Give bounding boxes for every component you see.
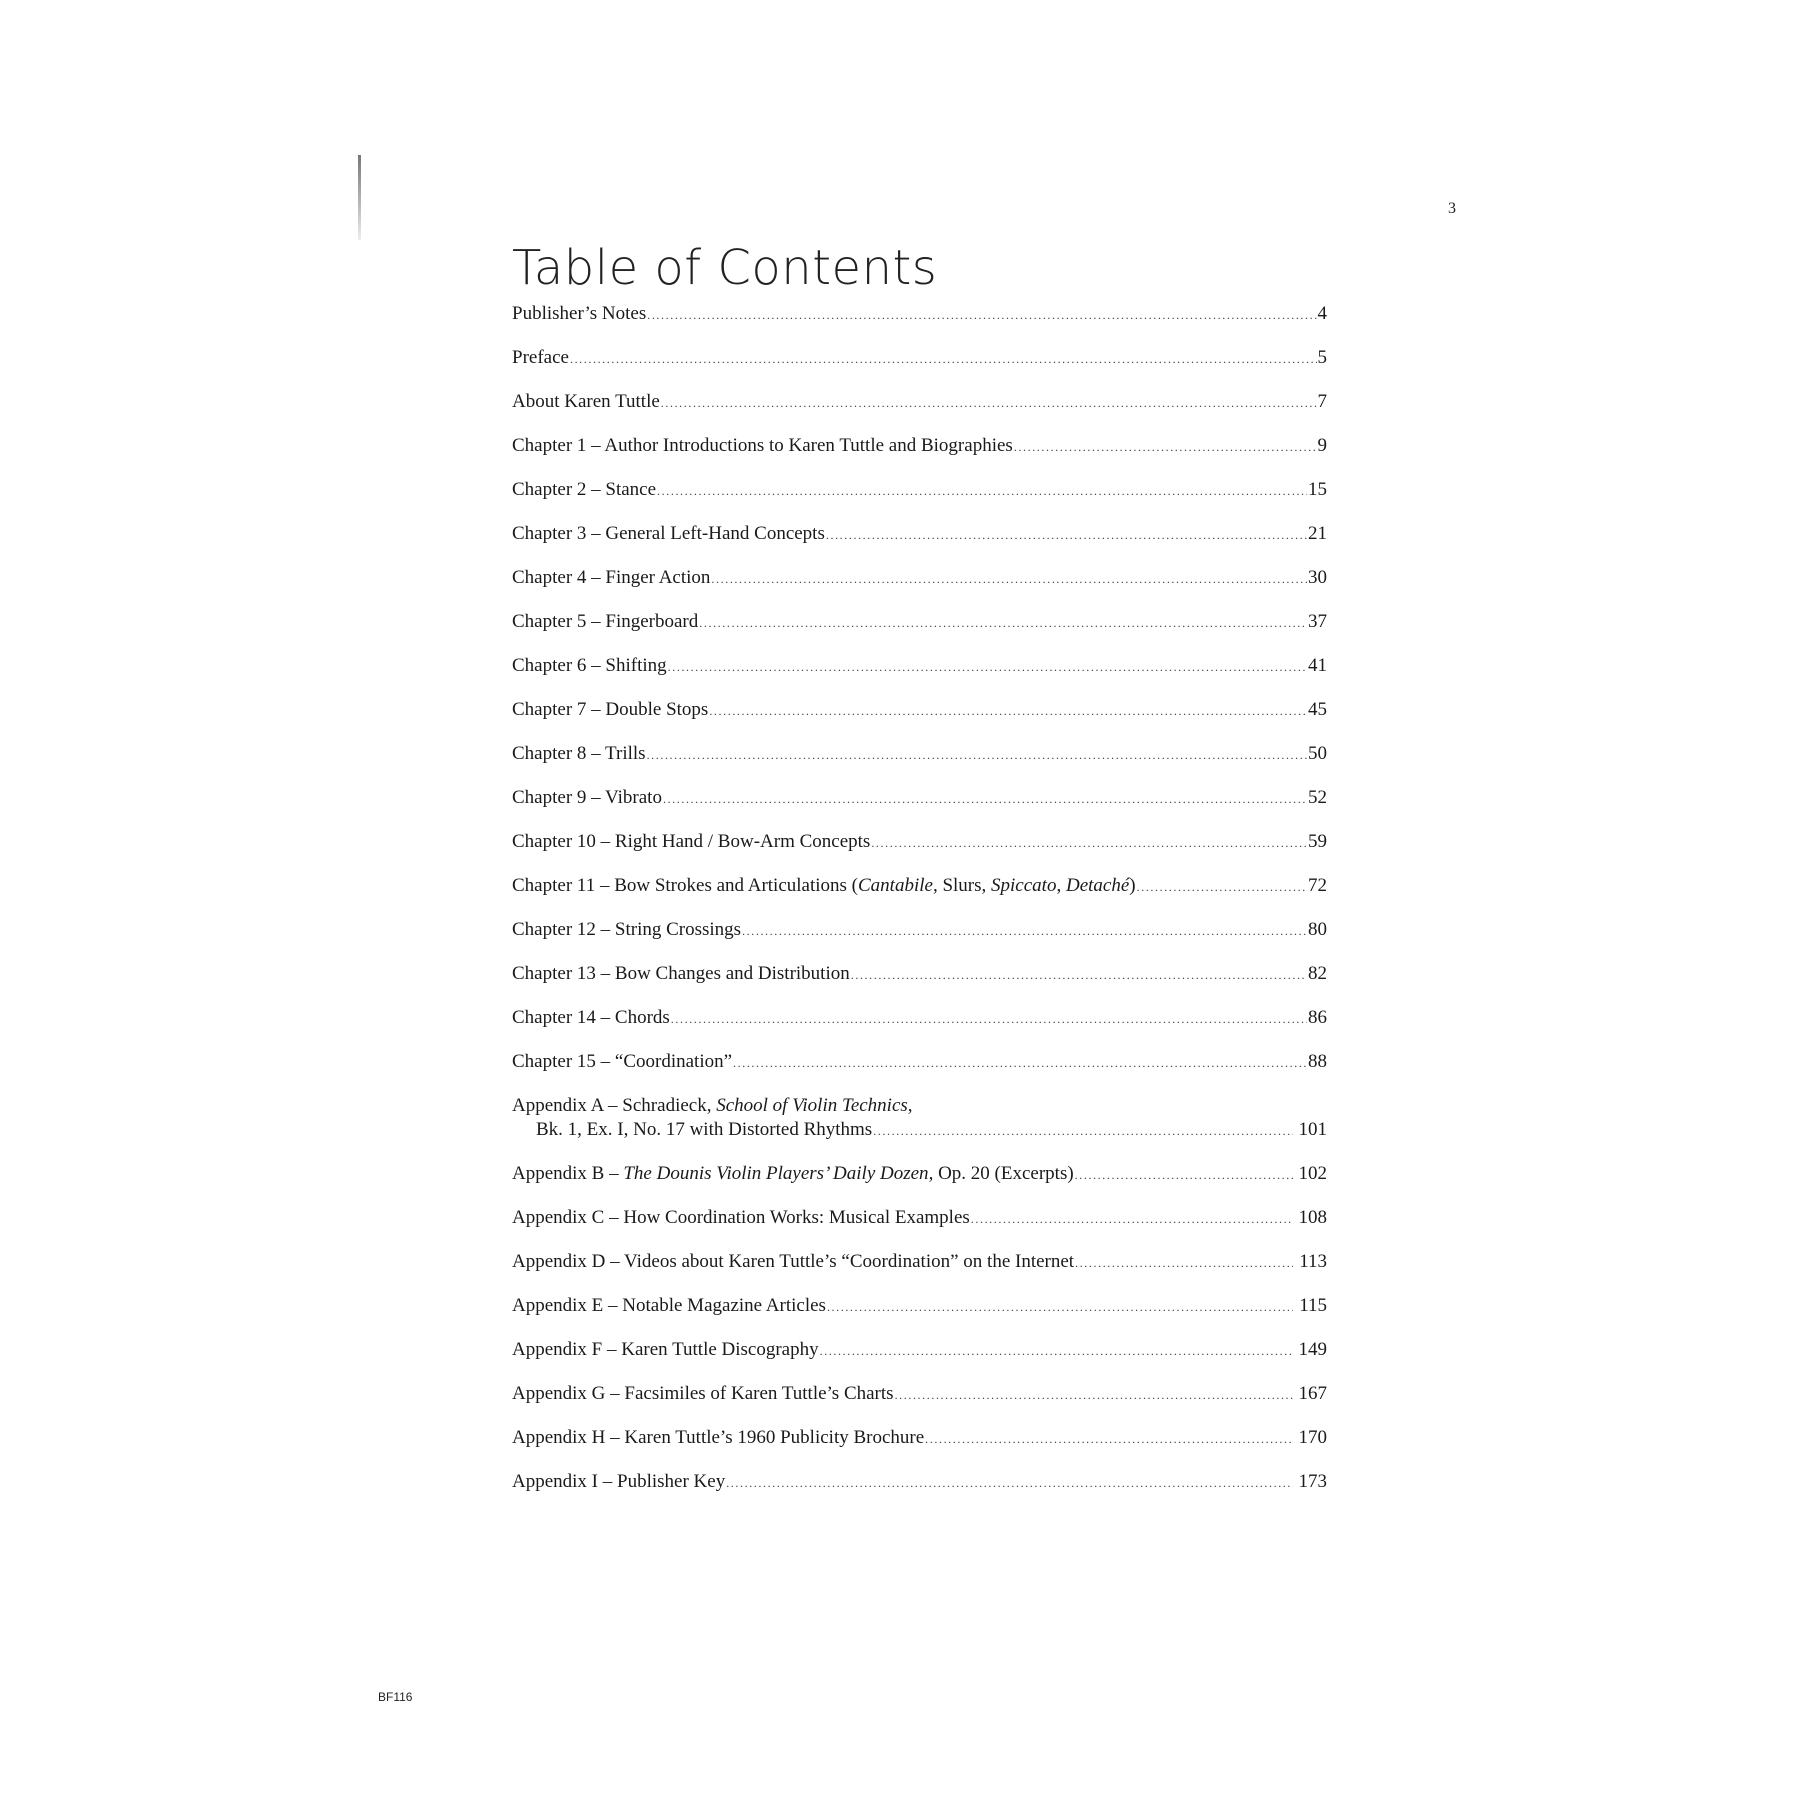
toc-entry-label: Appendix B – The Dounis Violin Players’ Daily Dozen, Op. 20 (Excerpts) [512, 1163, 1074, 1184]
dot-leader [663, 787, 1307, 811]
dot-leader [1075, 1163, 1293, 1187]
toc-entry-page: 113 [1299, 1251, 1327, 1272]
toc-entry-label: Chapter 4 – Finger Action [512, 567, 711, 588]
toc-entry-label: Chapter 14 – Chords [512, 1007, 670, 1028]
toc-entry-label: Appendix F – Karen Tuttle Discography [512, 1339, 819, 1360]
dot-leader [1137, 875, 1307, 899]
toc-entry-page: 82 [1308, 963, 1327, 984]
toc-entry-label: Chapter 5 – Fingerboard [512, 611, 699, 632]
toc-entry-page: 37 [1308, 611, 1327, 632]
toc-entry-label: Appendix I – Publisher Key [512, 1471, 726, 1492]
dot-leader [661, 391, 1317, 415]
dot-leader [671, 1007, 1307, 1031]
toc-entry[interactable] [512, 522, 1327, 547]
toc-entry-label: Appendix D – Videos about Karen Tuttle’s “Coordination” on the Internet [512, 1251, 1075, 1272]
toc-entry-label: Chapter 1 – Author Introductions to Karen Tuttle and Biographies [512, 435, 1013, 456]
toc-entry-label: Appendix C – How Coordination Works: Musical Examples [512, 1207, 970, 1228]
toc-entry-page: 88 [1308, 1051, 1327, 1072]
toc-entry-label: Appendix G – Facsimiles of Karen Tuttle’s Charts [512, 1383, 894, 1404]
toc-entry[interactable] [512, 346, 1327, 371]
toc-entry-label: Appendix A – Schradieck, School of Violin Technics, [512, 1095, 913, 1116]
toc-entry-page: 102 [1298, 1163, 1327, 1184]
toc-entry-label: Chapter 13 – Bow Changes and Distribution [512, 963, 850, 984]
toc-entry[interactable] [512, 1050, 1327, 1075]
toc-entry-label: About Karen Tuttle [512, 391, 660, 412]
toc-entry-label-continued: Bk. 1, Ex. I, No. 17 with Distorted Rhythms [536, 1119, 873, 1140]
toc-entry-page: 72 [1308, 875, 1327, 896]
toc-entry-page: 9 [1317, 435, 1327, 456]
toc-entry-page: 30 [1308, 567, 1327, 588]
toc-entry[interactable] [512, 1006, 1327, 1031]
toc-entry-page: 173 [1298, 1471, 1327, 1492]
toc-entry-page: 15 [1308, 479, 1327, 500]
dot-leader [871, 831, 1307, 855]
toc-entry-label: Appendix H – Karen Tuttle’s 1960 Publicity Brochure [512, 1427, 925, 1448]
toc-entry[interactable] [512, 1162, 1327, 1187]
toc-entry-label: Appendix E – Notable Magazine Articles [512, 1295, 826, 1316]
toc-entry[interactable] [512, 1470, 1327, 1495]
dot-leader [570, 347, 1317, 371]
dot-leader [647, 743, 1307, 767]
dot-leader [668, 655, 1307, 679]
toc-entry-page: 59 [1308, 831, 1327, 852]
dot-leader [971, 1207, 1293, 1231]
toc-entry[interactable] [512, 1094, 1327, 1143]
dot-leader [647, 303, 1316, 327]
toc-entry-page: 41 [1308, 655, 1327, 676]
dot-leader [733, 1051, 1307, 1075]
toc-entry[interactable] [512, 962, 1327, 987]
toc-entry-label: Preface [512, 347, 569, 368]
toc-entry[interactable] [512, 478, 1327, 503]
toc-entry[interactable] [512, 1338, 1327, 1363]
toc-entry-page: 4 [1317, 303, 1327, 324]
toc-entry[interactable] [512, 434, 1327, 459]
toc-entry[interactable] [512, 1206, 1327, 1231]
toc-entry-page: 5 [1317, 347, 1327, 368]
toc-entry-label: Chapter 11 – Bow Strokes and Articulations (Cantabile, Slurs, Spiccato, Detaché) [512, 875, 1136, 896]
dot-leader [1075, 1251, 1293, 1275]
dot-leader [742, 919, 1307, 943]
scan-artifact [358, 155, 361, 240]
dot-leader [925, 1427, 1292, 1451]
toc-entry[interactable] [512, 1426, 1327, 1451]
toc-entry[interactable] [512, 742, 1327, 767]
dot-leader [895, 1383, 1293, 1407]
toc-entry[interactable] [512, 610, 1327, 635]
toc-entry-page: 21 [1308, 523, 1327, 544]
toc-entry-page: 50 [1308, 743, 1327, 764]
toc-entry-page: 80 [1308, 919, 1327, 940]
toc-entry-label: Chapter 2 – Stance [512, 479, 657, 500]
toc-entry-page: 86 [1308, 1007, 1327, 1028]
toc-entry-page: 115 [1299, 1295, 1327, 1316]
toc-entry[interactable] [512, 1382, 1327, 1407]
toc-entry-page: 101 [1298, 1119, 1327, 1140]
toc-entry[interactable] [512, 390, 1327, 415]
toc-entry-label: Chapter 8 – Trills [512, 743, 646, 764]
toc-entry[interactable] [512, 918, 1327, 943]
dot-leader [826, 523, 1307, 547]
toc-entry-label: Publisher’s Notes [512, 303, 647, 324]
page-number: 3 [1448, 200, 1456, 217]
toc-entry[interactable] [512, 874, 1327, 899]
toc-entry-page: 167 [1298, 1383, 1327, 1404]
toc-entry[interactable] [512, 1294, 1327, 1319]
dot-leader [726, 1471, 1292, 1495]
toc-entry-label: Chapter 6 – Shifting [512, 655, 667, 676]
document-code: BF116 [378, 1690, 413, 1704]
dot-leader [711, 567, 1307, 591]
toc-entry-label: Chapter 15 – “Coordination” [512, 1051, 733, 1072]
toc-entry[interactable] [512, 830, 1327, 855]
toc-entry-label: Chapter 3 – General Left-Hand Concepts [512, 523, 825, 544]
toc-entry-label: Chapter 10 – Right Hand / Bow-Arm Concepts [512, 831, 871, 852]
toc-entry-page: 52 [1308, 787, 1327, 808]
toc-entry[interactable] [512, 302, 1327, 327]
dot-leader [1014, 435, 1317, 459]
dot-leader [709, 699, 1307, 723]
toc-entry-label: Chapter 7 – Double Stops [512, 699, 709, 720]
dot-leader [851, 963, 1307, 987]
dot-leader [873, 1119, 1292, 1143]
toc-entry[interactable] [512, 1250, 1327, 1275]
toc-entry-page: 170 [1298, 1427, 1327, 1448]
toc-entry-page: 7 [1317, 391, 1327, 412]
dot-leader [657, 479, 1307, 503]
dot-leader [699, 611, 1307, 635]
dot-leader [827, 1295, 1293, 1319]
toc-entry-page: 45 [1308, 699, 1327, 720]
toc-entry[interactable] [512, 566, 1327, 591]
toc-entry[interactable] [512, 786, 1327, 811]
toc-entry-label: Chapter 9 – Vibrato [512, 787, 662, 808]
toc-entry-label: Chapter 12 – String Crossings [512, 919, 742, 940]
toc-entry-page: 108 [1298, 1207, 1327, 1228]
toc-entry-page: 149 [1298, 1339, 1327, 1360]
toc-entry[interactable] [512, 698, 1327, 723]
page-title: Table of Contents [512, 240, 938, 296]
dot-leader [820, 1339, 1293, 1363]
toc-entry[interactable] [512, 654, 1327, 679]
